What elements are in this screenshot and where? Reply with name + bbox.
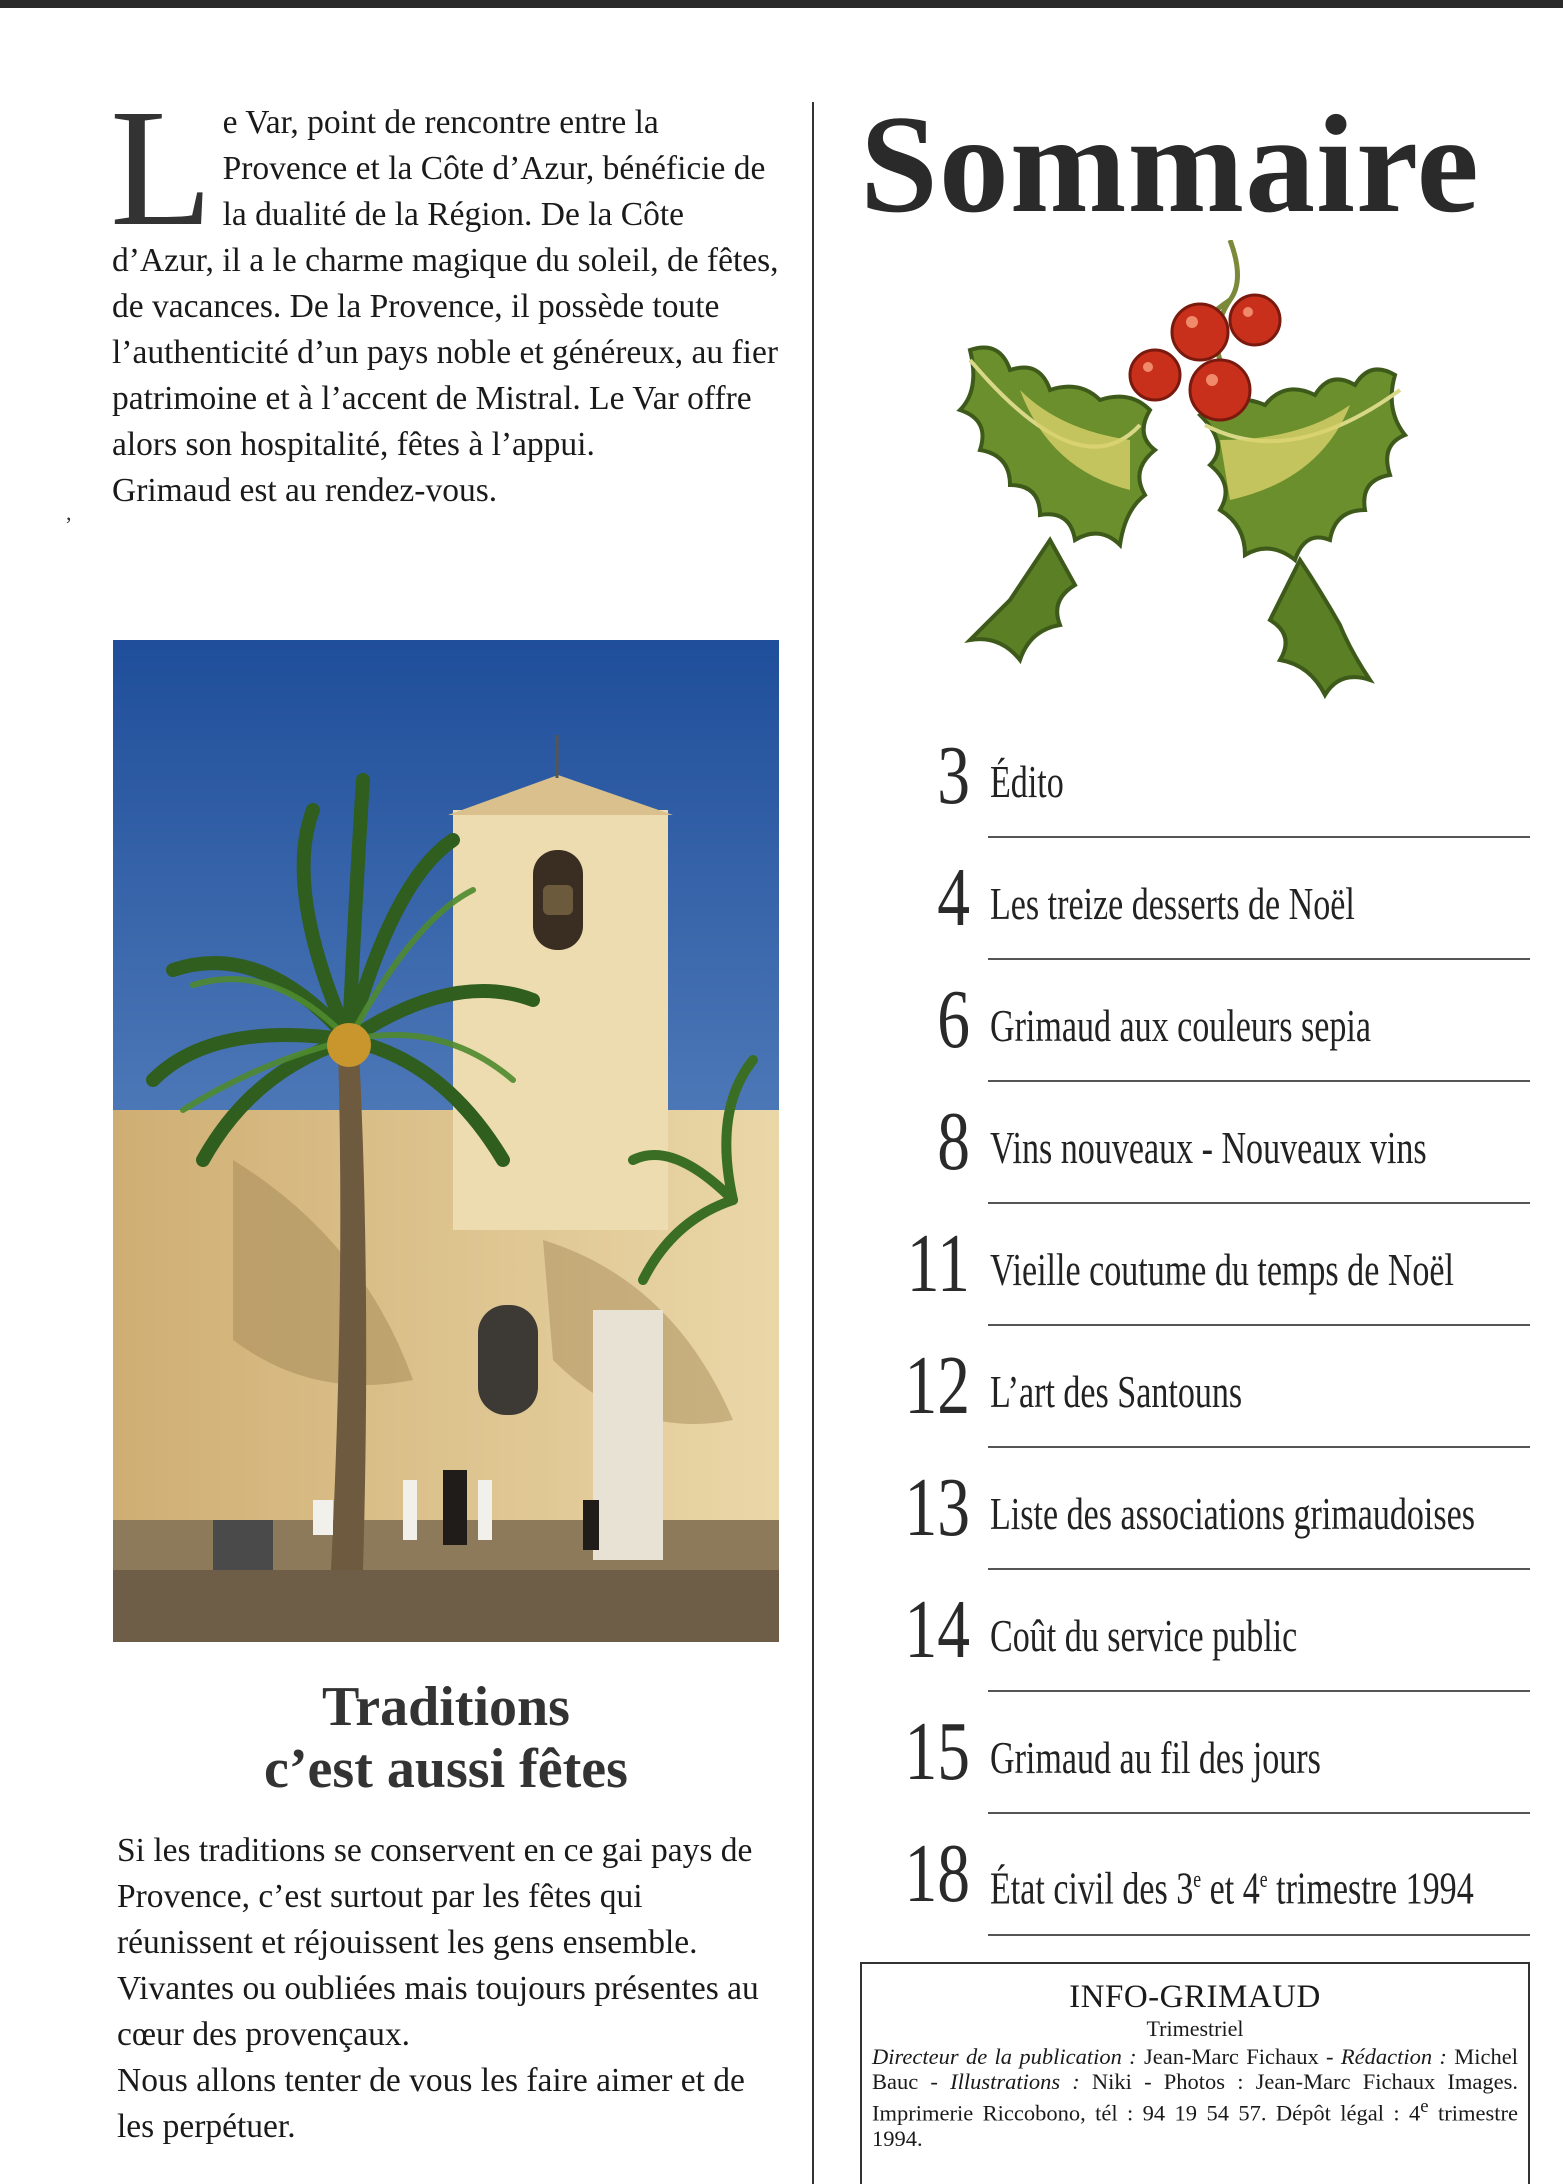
intro-closing: Grimaud est au rendez-vous. xyxy=(112,472,498,509)
toc-page-number: 6 xyxy=(937,973,970,1066)
toc-divider xyxy=(988,1934,1530,1936)
toc-title: Liste des associations grimaudoises xyxy=(990,1488,1475,1539)
info-tail: trimestre 1994. xyxy=(872,2100,1518,2151)
toc-item[interactable] xyxy=(858,1822,1530,1944)
illustrations-credits: Niki - Photos : Jean-Marc Fichaux Images. Imprimerie Riccobono, tél : 94 19 54 57. Dépôt légal : 4 xyxy=(872,2069,1519,2126)
director-name: Jean-Marc Fichaux - xyxy=(1136,2044,1334,2069)
toc-title: Coût du service public xyxy=(990,1610,1298,1661)
director-label: Directeur de la publication : xyxy=(872,2044,1137,2069)
toc-title: Édito xyxy=(990,756,1064,807)
toc-page-number: 3 xyxy=(937,729,970,822)
toc-divider xyxy=(988,836,1530,838)
toc-item[interactable] xyxy=(858,1090,1530,1212)
toc-item[interactable] xyxy=(858,1700,1530,1822)
toc-title-sup: e xyxy=(1259,1867,1268,1893)
toc-title-sup: e xyxy=(1193,1867,1202,1893)
toc-divider xyxy=(988,1202,1530,1204)
sommaire-title: Sommaire xyxy=(860,87,1480,242)
church-palm-photo xyxy=(113,640,779,1642)
toc-item[interactable] xyxy=(858,1334,1530,1456)
toc-page-number: 18 xyxy=(904,1827,970,1920)
section-body xyxy=(117,1828,777,2150)
toc-divider xyxy=(988,1690,1530,1692)
info-subtitle: Trimestriel xyxy=(1146,2016,1244,2041)
holly-illustration xyxy=(900,240,1420,710)
toc-title-part: trimestre 1994 xyxy=(1267,1862,1474,1914)
toc-title: L’art des Santouns xyxy=(990,1366,1243,1417)
redaction-label: Rédaction : xyxy=(1340,2044,1447,2069)
intro-text: e Var, point de rencontre entre la Provence et la Côte d’Azur, bénéficie de la dualité de la Région. De la Côte d’Azur, il a le charme magique du soleil, de fêtes, de vacances. De la Provence, il possède toute l’authenticité d’un pays noble et généreux, au fier patrimoine et à l’accent de Mistral. Le Var offre alors son hospitalité, fêtes à l’appui. xyxy=(112,104,779,463)
toc-item[interactable] xyxy=(858,968,1530,1090)
toc-page-number: 8 xyxy=(937,1095,970,1188)
toc-title: Vieille coutume du temps de Noël xyxy=(990,1244,1455,1295)
table-of-contents xyxy=(858,724,1530,1944)
section-body-text-2: Nous allons tenter de vous les faire aimer et de les perpétuer. xyxy=(117,2062,745,2145)
info-title: INFO-GRIMAUD xyxy=(1069,1979,1321,2015)
toc-divider xyxy=(988,1324,1530,1326)
info-sup: e xyxy=(1420,2096,1429,2117)
info-box xyxy=(860,1962,1530,2184)
toc-page-number: 12 xyxy=(904,1339,970,1432)
section-body-text: Si les traditions se conservent en ce gai pays de Provence, c’est surtout par les fêtes qui réunissent et réjouissent les gens ensemble. Vivantes ou oubliées mais toujours présentes au cœur des provençaux. xyxy=(117,1832,759,2053)
toc-title: Les treize desserts de Noël xyxy=(990,878,1355,929)
section-title-line1: Traditions xyxy=(322,1676,570,1738)
toc-divider xyxy=(988,958,1530,960)
toc-item[interactable] xyxy=(858,1212,1530,1334)
illustrations-label: Illustrations : xyxy=(950,2069,1080,2094)
info-credits xyxy=(862,2044,1528,2151)
redaction-name: Michel Bauc - xyxy=(872,2044,1518,2094)
toc-title-part: et 4 xyxy=(1201,1862,1260,1914)
top-border xyxy=(0,0,1563,8)
intro-paragraph xyxy=(110,75,780,514)
toc-title: Vins nouveaux - Nouveaux vins xyxy=(990,1122,1427,1173)
toc-divider xyxy=(988,1446,1530,1448)
toc-item[interactable] xyxy=(858,724,1530,846)
holly-icon xyxy=(900,240,1420,710)
toc-title xyxy=(990,1840,1474,1928)
toc-item[interactable] xyxy=(858,1456,1530,1578)
toc-title-part: État civil des 3 xyxy=(990,1862,1194,1914)
toc-page-number: 11 xyxy=(906,1217,970,1310)
toc-divider xyxy=(988,1812,1530,1814)
toc-page-number: 13 xyxy=(904,1461,970,1554)
stray-mark: , xyxy=(66,500,72,525)
toc-item[interactable] xyxy=(858,1578,1530,1700)
toc-page-number: 15 xyxy=(904,1705,970,1798)
drop-cap: L xyxy=(110,75,213,261)
toc-page-number: 14 xyxy=(904,1583,970,1676)
section-title xyxy=(112,1676,780,1800)
column-divider xyxy=(812,102,814,2184)
toc-divider xyxy=(988,1080,1530,1082)
toc-page-number: 4 xyxy=(937,851,970,944)
toc-title: Grimaud aux couleurs sepia xyxy=(990,1000,1371,1051)
church-palm-illustration xyxy=(113,640,779,1642)
section-title-line2: c’est aussi fêtes xyxy=(264,1738,628,1800)
toc-title: Grimaud au fil des jours xyxy=(990,1732,1321,1783)
toc-item[interactable] xyxy=(858,846,1530,968)
toc-divider xyxy=(988,1568,1530,1570)
